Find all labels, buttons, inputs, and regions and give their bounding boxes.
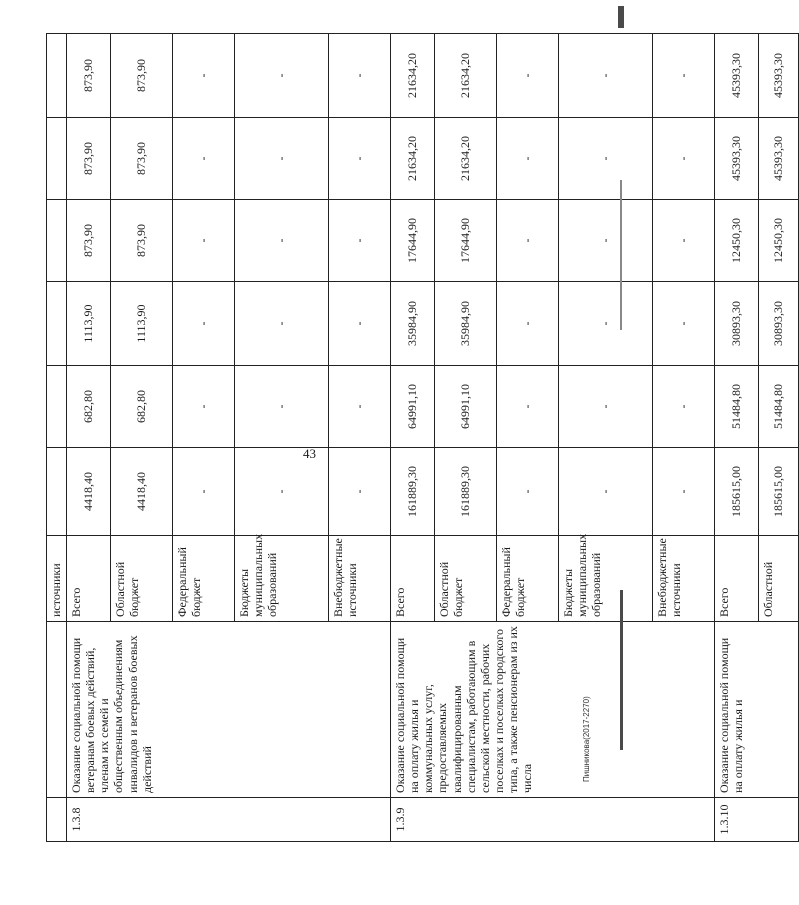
funding-source: Бюджеты муниципальных образований [235, 536, 329, 622]
header-cell-empty [47, 622, 67, 798]
amount-cell: - [173, 118, 235, 200]
scan-edge-mark [620, 590, 623, 750]
amount-cell: 17644,90 [435, 200, 497, 282]
amount-cell: 45393,30 [759, 34, 799, 118]
amount-cell: 4418,40 [111, 448, 173, 536]
amount-cell: 1113,90 [111, 282, 173, 366]
amount-cell: - [329, 448, 391, 536]
amount-cell: - [559, 366, 653, 448]
amount-cell: 35984,90 [435, 282, 497, 366]
amount-cell: - [653, 366, 715, 448]
amount-cell: 873,90 [111, 200, 173, 282]
amount-cell: 873,90 [67, 34, 111, 118]
funding-source: Федеральный бюджет [497, 536, 559, 622]
header-sources-cell: источники [47, 536, 67, 622]
amount-cell: 12450,30 [715, 200, 759, 282]
amount-cell: 682,80 [111, 366, 173, 448]
amount-cell: - [329, 366, 391, 448]
amount-cell: - [653, 34, 715, 118]
amount-cell: 873,90 [111, 34, 173, 118]
amount-cell: 161889,30 [391, 448, 435, 536]
amount-cell: 30893,30 [759, 282, 799, 366]
amount-cell: 45393,30 [715, 118, 759, 200]
amount-cell: - [497, 366, 559, 448]
amount-cell: 873,90 [111, 118, 173, 200]
amount-cell: - [653, 448, 715, 536]
table-row [67, 34, 111, 842]
amount-cell: 45393,30 [759, 118, 799, 200]
amount-cell: - [329, 200, 391, 282]
amount-cell: - [559, 282, 653, 366]
amount-cell: - [235, 200, 329, 282]
funding-source: Внебюджетные источники [653, 536, 715, 622]
amount-cell: 45393,30 [715, 34, 759, 118]
amount-cell: 185615,00 [759, 448, 799, 536]
funding-source: Федеральный бюджет [173, 536, 235, 622]
scan-edge-mark [618, 6, 624, 28]
measure-description: Оказание социальной помощи ветеранам боевых действий, членам их семей и общественным объединениям инвалидов и ветеранов боевых действий [67, 622, 391, 798]
amount-cell: - [329, 118, 391, 200]
amount-cell: - [235, 34, 329, 118]
amount-cell: 12450,30 [759, 200, 799, 282]
amount-cell: 35984,90 [391, 282, 435, 366]
amount-cell: 64991,10 [435, 366, 497, 448]
amount-cell: - [559, 200, 653, 282]
table-row [715, 34, 759, 842]
amount-cell: - [173, 34, 235, 118]
row-number: 1.3.8 [67, 798, 391, 842]
amount-cell: - [497, 282, 559, 366]
amount-cell: - [235, 448, 329, 536]
footer-code-text: Пишникова(2017-2270) [582, 696, 591, 782]
amount-cell: - [653, 118, 715, 200]
amount-cell: 185615,00 [715, 448, 759, 536]
amount-cell: - [235, 118, 329, 200]
amount-cell: 21634,20 [391, 118, 435, 200]
funding-source: Всего [67, 536, 111, 622]
amount-cell: 682,80 [67, 366, 111, 448]
amount-cell: - [235, 366, 329, 448]
table-row [391, 34, 435, 842]
amount-cell: 161889,30 [435, 448, 497, 536]
page-number: 43 [303, 446, 316, 461]
measure-description: Оказание социальной помощи на оплату жилья и [715, 622, 799, 798]
amount-cell: - [173, 366, 235, 448]
funding-source: Областной бюджет [111, 536, 173, 622]
amount-cell: 21634,20 [435, 118, 497, 200]
footer-document-code [582, 652, 598, 782]
amount-cell: - [173, 448, 235, 536]
amount-cell: - [329, 282, 391, 366]
amount-cell: 64991,10 [391, 366, 435, 448]
amount-cell: - [497, 448, 559, 536]
amount-cell: 17644,90 [391, 200, 435, 282]
amount-cell: 21634,20 [435, 34, 497, 118]
funding-source: Всего [391, 536, 435, 622]
amount-cell: - [653, 282, 715, 366]
amount-cell: 51484,80 [715, 366, 759, 448]
amount-cell: - [497, 200, 559, 282]
funding-source: Бюджеты муниципальных образований [559, 536, 653, 622]
amount-cell: 1113,90 [67, 282, 111, 366]
amount-cell: - [559, 34, 653, 118]
amount-cell: - [497, 118, 559, 200]
amount-cell: - [497, 34, 559, 118]
amount-cell: - [173, 200, 235, 282]
amount-cell: - [559, 118, 653, 200]
header-cell-empty [47, 798, 67, 842]
amount-cell: 30893,30 [715, 282, 759, 366]
header-row [47, 34, 67, 842]
amount-cell: 51484,80 [759, 366, 799, 448]
amount-cell: 21634,20 [391, 34, 435, 118]
amount-cell: 873,90 [67, 200, 111, 282]
amount-cell: - [235, 282, 329, 366]
amount-cell: - [559, 448, 653, 536]
amount-cell: - [329, 34, 391, 118]
funding-source: Областной бюджет [435, 536, 497, 622]
amount-cell: 873,90 [67, 118, 111, 200]
amount-cell: - [653, 200, 715, 282]
measure-description: Оказание социальной помощи на оплату жилья и коммунальных услуг, предоставляемых квалифицированным специалистам, работающим в сельской местности, рабочих поселках и поселках городского типа, а также пенсионерам из их числа [391, 622, 715, 798]
funding-source: Областной [759, 536, 799, 622]
funding-source: Всего [715, 536, 759, 622]
row-number: 1.3.9 [391, 798, 715, 842]
amount-cell: 4418,40 [67, 448, 111, 536]
amount-cell: - [173, 282, 235, 366]
row-number: 1.3.10 [715, 798, 799, 842]
scan-edge-mark [620, 180, 622, 330]
funding-source: Внебюджетные источники [329, 536, 391, 622]
